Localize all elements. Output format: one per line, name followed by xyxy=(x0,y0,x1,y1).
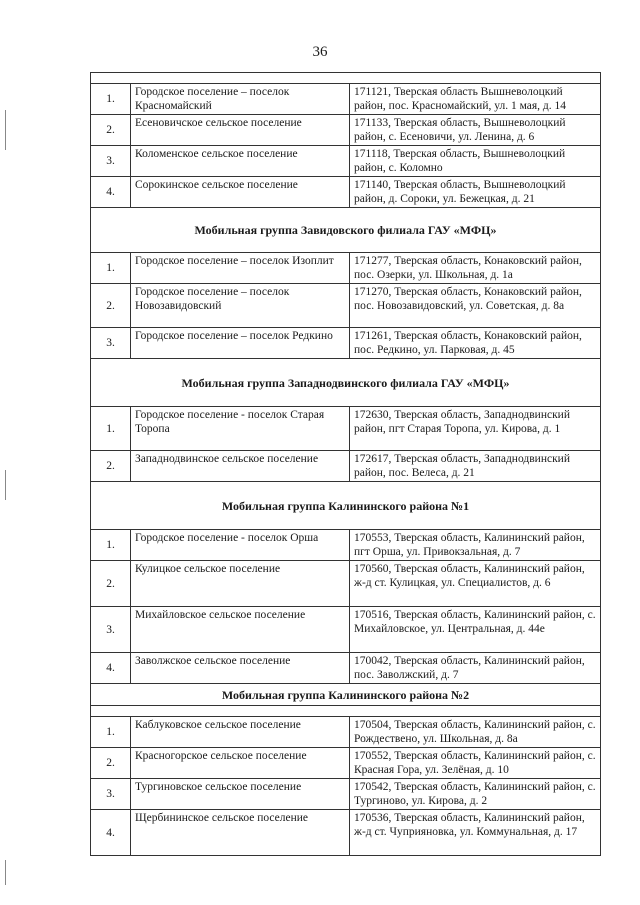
section-title: Мобильная группа Калининского района №2 xyxy=(91,684,601,706)
settlement-name: Городское поселение – поселок Изоплит xyxy=(131,253,350,284)
settlement-address: 171118, Тверская область, Вышневолоцкий район, с. Коломно xyxy=(350,146,601,177)
row-number: 1. xyxy=(91,407,131,451)
settlement-address: 170542, Тверская область, Калининский район, с. Тургиново, ул. Кирова, д. 2 xyxy=(350,779,601,810)
table-row xyxy=(91,328,601,359)
table-row xyxy=(91,451,601,482)
row-number: 2. xyxy=(91,284,131,328)
settlement-name: Михайловское сельское поселение xyxy=(131,607,350,653)
settlement-name: Сорокинское сельское поселение xyxy=(131,177,350,208)
settlement-name: Каблуковское сельское поселение xyxy=(131,717,350,748)
section-title: Мобильная группа Западнодвинского филиала ГАУ «МФЦ» xyxy=(91,359,601,407)
table-row xyxy=(91,84,601,115)
settlement-address: 170042, Тверская область, Калининский район, пос. Заволжский, д. 7 xyxy=(350,653,601,684)
spacer-row xyxy=(91,706,601,717)
section-header-row xyxy=(91,208,601,253)
settlement-name: Городское поселение - поселок Орша xyxy=(131,530,350,561)
table-row xyxy=(91,146,601,177)
table-row xyxy=(91,717,601,748)
row-number: 2. xyxy=(91,561,131,607)
settlement-name: Городское поселение – поселок Красномайский xyxy=(131,84,350,115)
row-number: 2. xyxy=(91,115,131,146)
settlement-address: 170553, Тверская область, Калининский район, пгт Орша, ул. Привокзальная, д. 7 xyxy=(350,530,601,561)
settlement-address: 171121, Тверская область Вышневолоцкий район, пос. Красномайский, ул. 1 мая, д. 14 xyxy=(350,84,601,115)
row-number: 1. xyxy=(91,717,131,748)
section-title: Мобильная группа Завидовского филиала ГАУ «МФЦ» xyxy=(91,208,601,253)
section-title: Мобильная группа Калининского района №1 xyxy=(91,482,601,530)
settlement-address: 170560, Тверская область, Калининский район, ж-д ст. Кулицкая, ул. Специалистов, д. 6 xyxy=(350,561,601,607)
table-row xyxy=(91,407,601,451)
row-number: 3. xyxy=(91,146,131,177)
section-header-row xyxy=(91,684,601,706)
spacer-cell xyxy=(91,706,601,717)
scan-mark xyxy=(5,110,6,150)
settlement-address: 171133, Тверская область, Вышневолоцкий район, с. Есеновичи, ул. Ленина, д. 6 xyxy=(350,115,601,146)
table-row xyxy=(91,177,601,208)
table-row xyxy=(91,653,601,684)
settlement-name: Красногорское сельское поселение xyxy=(131,748,350,779)
settlement-name: Городское поселение - поселок Старая Торопа xyxy=(131,407,350,451)
scan-mark xyxy=(5,860,6,885)
table-row xyxy=(91,607,601,653)
settlement-address: 171261, Тверская область, Конаковский район, пос. Редкино, ул. Парковая, д. 45 xyxy=(350,328,601,359)
table-row xyxy=(91,284,601,328)
settlement-name: Щербининское сельское поселение xyxy=(131,810,350,856)
row-number: 1. xyxy=(91,530,131,561)
settlement-address: 171277, Тверская область, Конаковский район, пос. Озерки, ул. Школьная, д. 1а xyxy=(350,253,601,284)
settlement-address: 171140, Тверская область, Вышневолоцкий район, д. Сороки, ул. Бежецкая, д. 21 xyxy=(350,177,601,208)
page-number: 36 xyxy=(312,44,328,60)
table-row xyxy=(91,779,601,810)
settlement-address: 172617, Тверская область, Западнодвинский район, пос. Велеса, д. 21 xyxy=(350,451,601,482)
settlement-name: Кулицкое сельское поселение xyxy=(131,561,350,607)
row-number: 3. xyxy=(91,779,131,810)
settlement-name: Городское поселение – поселок Редкино xyxy=(131,328,350,359)
settlement-address: 171270, Тверская область, Конаковский район, пос. Новозавидовский, ул. Советская, д. 8а xyxy=(350,284,601,328)
scan-mark xyxy=(5,470,6,500)
settlement-address: 170552, Тверская область, Калининский район, с. Красная Гора, ул. Зелёная, д. 10 xyxy=(350,748,601,779)
settlement-name: Городское поселение – поселок Новозавидовский xyxy=(131,284,350,328)
table-row xyxy=(91,748,601,779)
row-number: 4. xyxy=(91,653,131,684)
table-row xyxy=(91,253,601,284)
table-row xyxy=(91,561,601,607)
row-number: 3. xyxy=(91,328,131,359)
spacer-cell xyxy=(91,73,601,84)
row-number: 2. xyxy=(91,451,131,482)
settlement-name: Коломенское сельское поселение xyxy=(131,146,350,177)
row-number: 1. xyxy=(91,253,131,284)
section-header-row xyxy=(91,482,601,530)
settlement-name: Заволжское сельское поселение xyxy=(131,653,350,684)
row-number: 1. xyxy=(91,84,131,115)
settlement-address: 170536, Тверская область, Калининский район, ж-д ст. Чуприяновка, ул. Коммунальная, д. 17 xyxy=(350,810,601,856)
settlement-name: Западнодвинское сельское поселение xyxy=(131,451,350,482)
settlement-address: 172630, Тверская область, Западнодвинский район, пгт Старая Торопа, ул. Кирова, д. 1 xyxy=(350,407,601,451)
mobile-groups-table xyxy=(90,72,601,856)
table-row xyxy=(91,810,601,856)
settlement-address: 170516, Тверская область, Калининский район, с. Михайловское, ул. Центральная, д. 44е xyxy=(350,607,601,653)
section-header-row xyxy=(91,359,601,407)
table-row xyxy=(91,530,601,561)
row-number: 4. xyxy=(91,177,131,208)
settlement-name: Тургиновское сельское поселение xyxy=(131,779,350,810)
spacer-row xyxy=(91,73,601,84)
settlement-address: 170504, Тверская область, Калининский район, с. Рождествено, ул. Школьная, д. 8а xyxy=(350,717,601,748)
row-number: 3. xyxy=(91,607,131,653)
row-number: 4. xyxy=(91,810,131,856)
table-body xyxy=(91,73,601,856)
settlement-name: Есеновичское сельское поселение xyxy=(131,115,350,146)
table-row xyxy=(91,115,601,146)
row-number: 2. xyxy=(91,748,131,779)
